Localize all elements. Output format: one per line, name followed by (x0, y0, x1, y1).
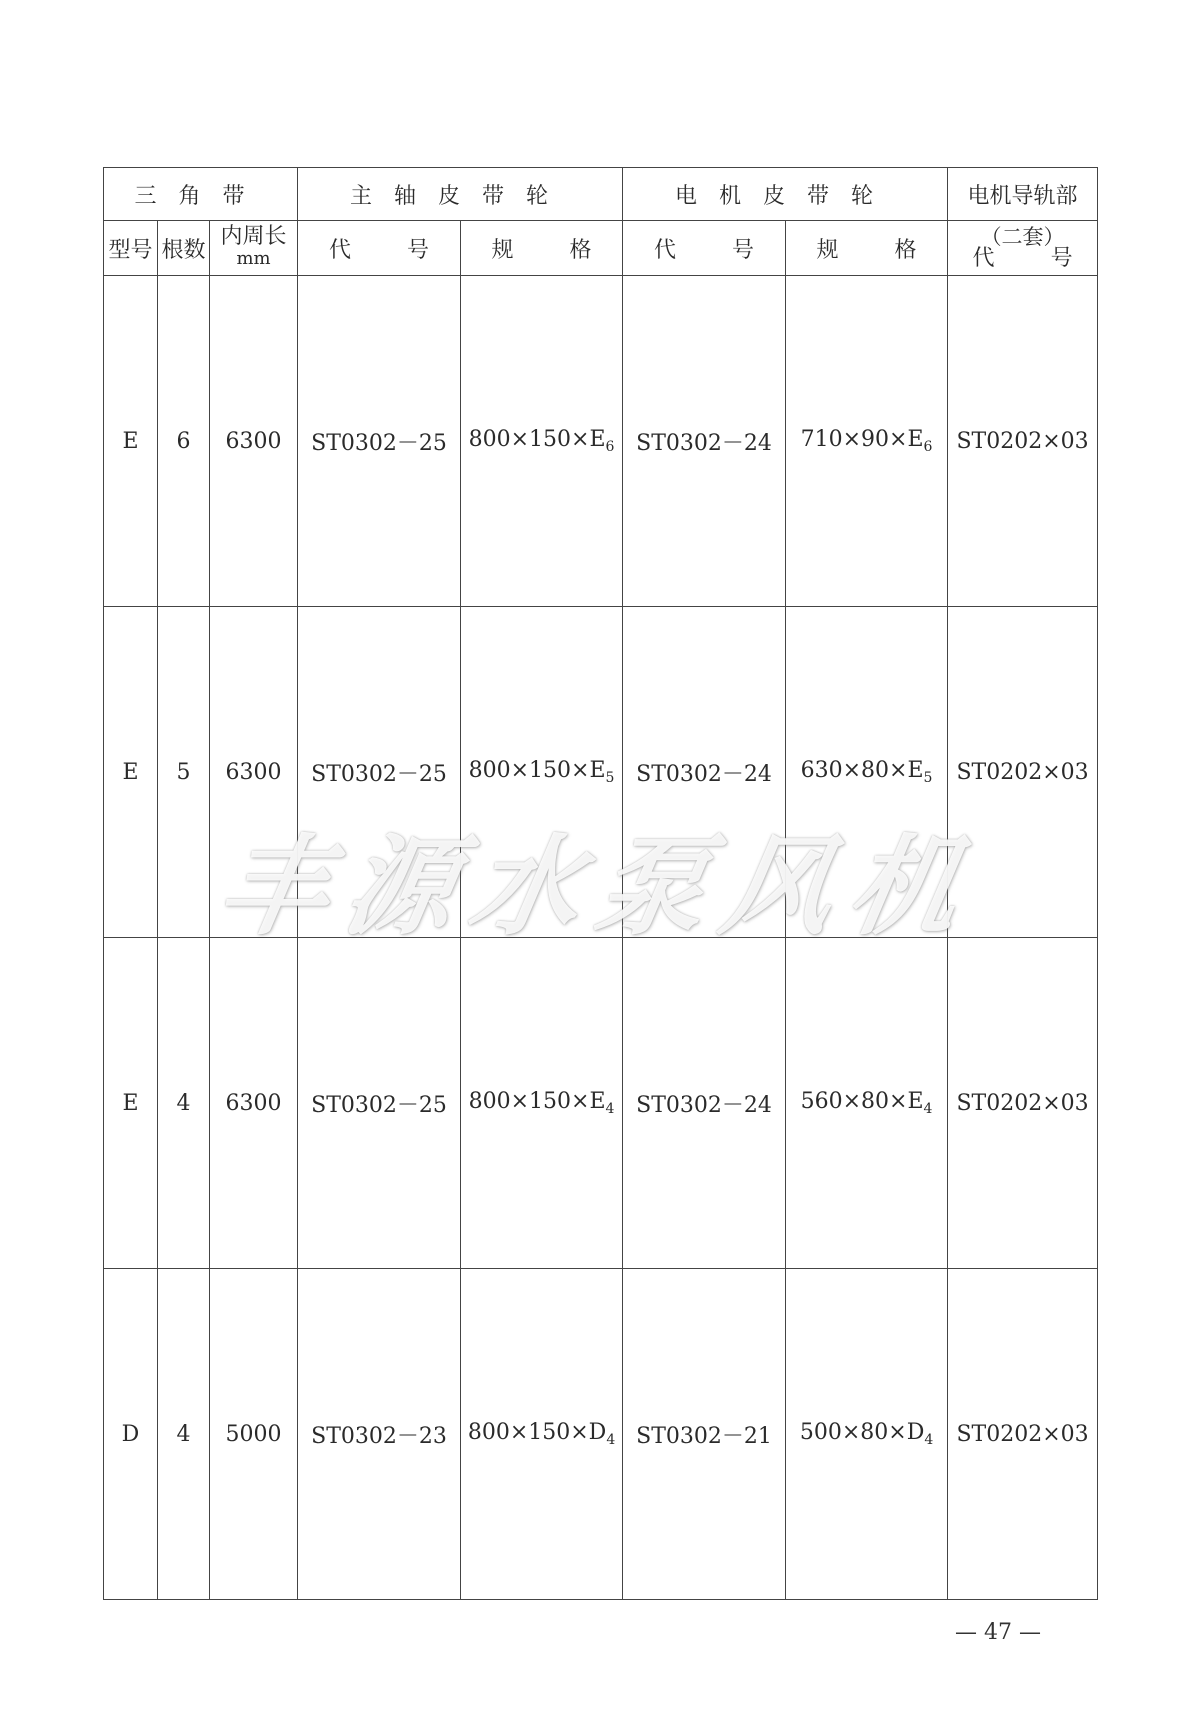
cell-rail-code: ST0202×03 (948, 1269, 1098, 1600)
table-row (104, 276, 1098, 607)
col-header-type: 型号 (104, 221, 158, 276)
cell-count: 5 (158, 607, 210, 938)
col-header-count: 根数 (158, 221, 210, 276)
cell-main-code: ST0302－25 (298, 607, 461, 938)
col-header-main-code: 代 号 (298, 221, 461, 276)
cell-count: 6 (158, 276, 210, 607)
cell-main-spec: $800\times 150\times E_5$ (461, 607, 623, 938)
table-row (104, 938, 1098, 1269)
cell-motor-spec: $630\times 80\times E_5$ (786, 607, 948, 938)
cell-motor-code: ST0302－24 (623, 607, 786, 938)
col-header-motor-spec: 规 格 (786, 221, 948, 276)
cell-motor-code: ST0302－24 (623, 276, 786, 607)
group-header-motor-pulley: 电机皮带轮 (623, 168, 948, 221)
cell-length: 6300 (210, 607, 298, 938)
watermark: 丰源水泵风机 (209, 824, 988, 950)
group-header-belt: 三角带 (104, 168, 298, 221)
cell-length: 6300 (210, 276, 298, 607)
cell-rail-code: ST0202×03 (948, 607, 1098, 938)
cell-main-code: ST0302－25 (298, 938, 461, 1269)
column-header-row (104, 221, 1098, 276)
col-header-length: 内周长 mm (210, 221, 298, 276)
cell-main-code: ST0302－23 (298, 1269, 461, 1600)
col-header-motor-code: 代 号 (623, 221, 786, 276)
cell-motor-code: ST0302－21 (623, 1269, 786, 1600)
cell-rail-code: ST0202×03 (948, 938, 1098, 1269)
cell-motor-spec: $500\times 80\times D_4$ (786, 1269, 948, 1600)
cell-count: 4 (158, 938, 210, 1269)
page-number: — 47 — (955, 1620, 1041, 1645)
cell-type: E (104, 607, 158, 938)
cell-motor-spec: $560\times 80\times E_4$ (786, 938, 948, 1269)
belt-pulley-spec-table (103, 167, 1098, 1600)
cell-type: E (104, 276, 158, 607)
cell-rail-code: ST0202×03 (948, 276, 1098, 607)
cell-motor-code: ST0302－24 (623, 938, 786, 1269)
group-header-motor-rail: 电机导轨部 (948, 168, 1098, 221)
table-row (104, 1269, 1098, 1600)
cell-type: D (104, 1269, 158, 1600)
table-row (104, 607, 1098, 938)
cell-main-spec: $800\times 150\times E_6$ (461, 276, 623, 607)
col-header-rail-code: （二套） 代 号 (948, 221, 1098, 276)
cell-main-code: ST0302－25 (298, 276, 461, 607)
group-header-row (104, 168, 1098, 221)
cell-length: 6300 (210, 938, 298, 1269)
cell-motor-spec: $710\times 90\times E_6$ (786, 276, 948, 607)
cell-type: E (104, 938, 158, 1269)
cell-main-spec: $800\times 150\times D_4$ (461, 1269, 623, 1600)
col-header-main-spec: 规 格 (461, 221, 623, 276)
cell-count: 4 (158, 1269, 210, 1600)
group-header-main-pulley: 主轴皮带轮 (298, 168, 623, 221)
cell-length: 5000 (210, 1269, 298, 1600)
cell-main-spec: $800\times 150\times E_4$ (461, 938, 623, 1269)
